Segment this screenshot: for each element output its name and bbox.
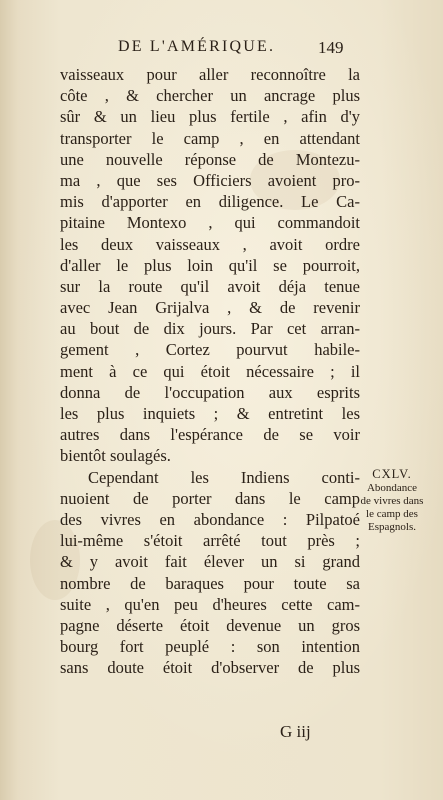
running-head: DE L'AMÉRIQUE. [118, 38, 276, 55]
text-line: une nouvelle réponse de Montezu- [60, 149, 360, 169]
text-line: avec Jean Grijalva , & de revenir [60, 298, 360, 318]
margin-note-line: Espagnols. [368, 521, 416, 533]
margin-note [352, 468, 432, 534]
signature-mark: G iij [280, 722, 311, 741]
text-line: pagne déserte étoit devenue un gros [60, 615, 360, 635]
text-line: Cependant les Indiens conti- [88, 467, 360, 487]
text-line: donna de l'occupation aux esprits [60, 382, 360, 402]
text-line: pitaine Montexo , qui commandoit [60, 213, 360, 233]
margin-note-line: de vivres dans [360, 495, 424, 507]
text-line: transporter le camp , en attendant [60, 128, 360, 148]
text-line: ment à ce qui étoit nécessaire ; il [60, 361, 360, 381]
text-line: mis d'apporter en diligence. Le Ca- [60, 192, 360, 212]
text-line: gement , Cortez pourvut habile- [60, 340, 360, 360]
margin-note-line: le camp des [366, 508, 418, 520]
text-line: sur la route qu'il avoit déja tenue [60, 276, 360, 296]
text-line: nombre de baraques pour toute sa [60, 573, 360, 593]
text-line: vaisseaux pour aller reconnoître la [60, 65, 360, 84]
text-line: autres dans l'espérance de se voir [60, 425, 360, 445]
margin-note-number: CXLV. [372, 467, 412, 481]
page-number: 149 [318, 38, 344, 57]
text-line: sûr & un lieu plus fertile , afin d'y [60, 107, 360, 127]
text-line: nuoient de porter dans le camp [60, 488, 360, 508]
text-line: les plus inquiets ; & entretint les [60, 404, 360, 423]
text-line: ma , que ses Officiers avoient pro- [60, 170, 360, 190]
text-line: d'aller le plus loin qu'il se pourroit, [60, 255, 360, 275]
page-header [0, 38, 443, 62]
text-line: les deux vaisseaux , avoit ordre [60, 234, 360, 254]
text-line: suite , qu'en peu d'heures cette cam- [60, 594, 360, 614]
text-line: & y avoit fait élever un si grand [60, 552, 360, 572]
text-line: sans doute étoit d'observer de plus [60, 658, 360, 678]
body-text [60, 64, 360, 678]
margin-note-line: Abondance [366, 482, 418, 494]
text-line: côte , & chercher un ancrage plus [60, 86, 360, 106]
text-line: lui-même s'étoit arrêté tout près ; [60, 531, 360, 551]
text-line: au bout de dix jours. Par cet arran- [60, 319, 360, 339]
text-line: bourg fort peuplé : son intention [60, 637, 360, 657]
text-line: des vivres en abondance : Pilpatoé [60, 509, 360, 529]
text-line: bientôt soulagés. [60, 446, 171, 466]
